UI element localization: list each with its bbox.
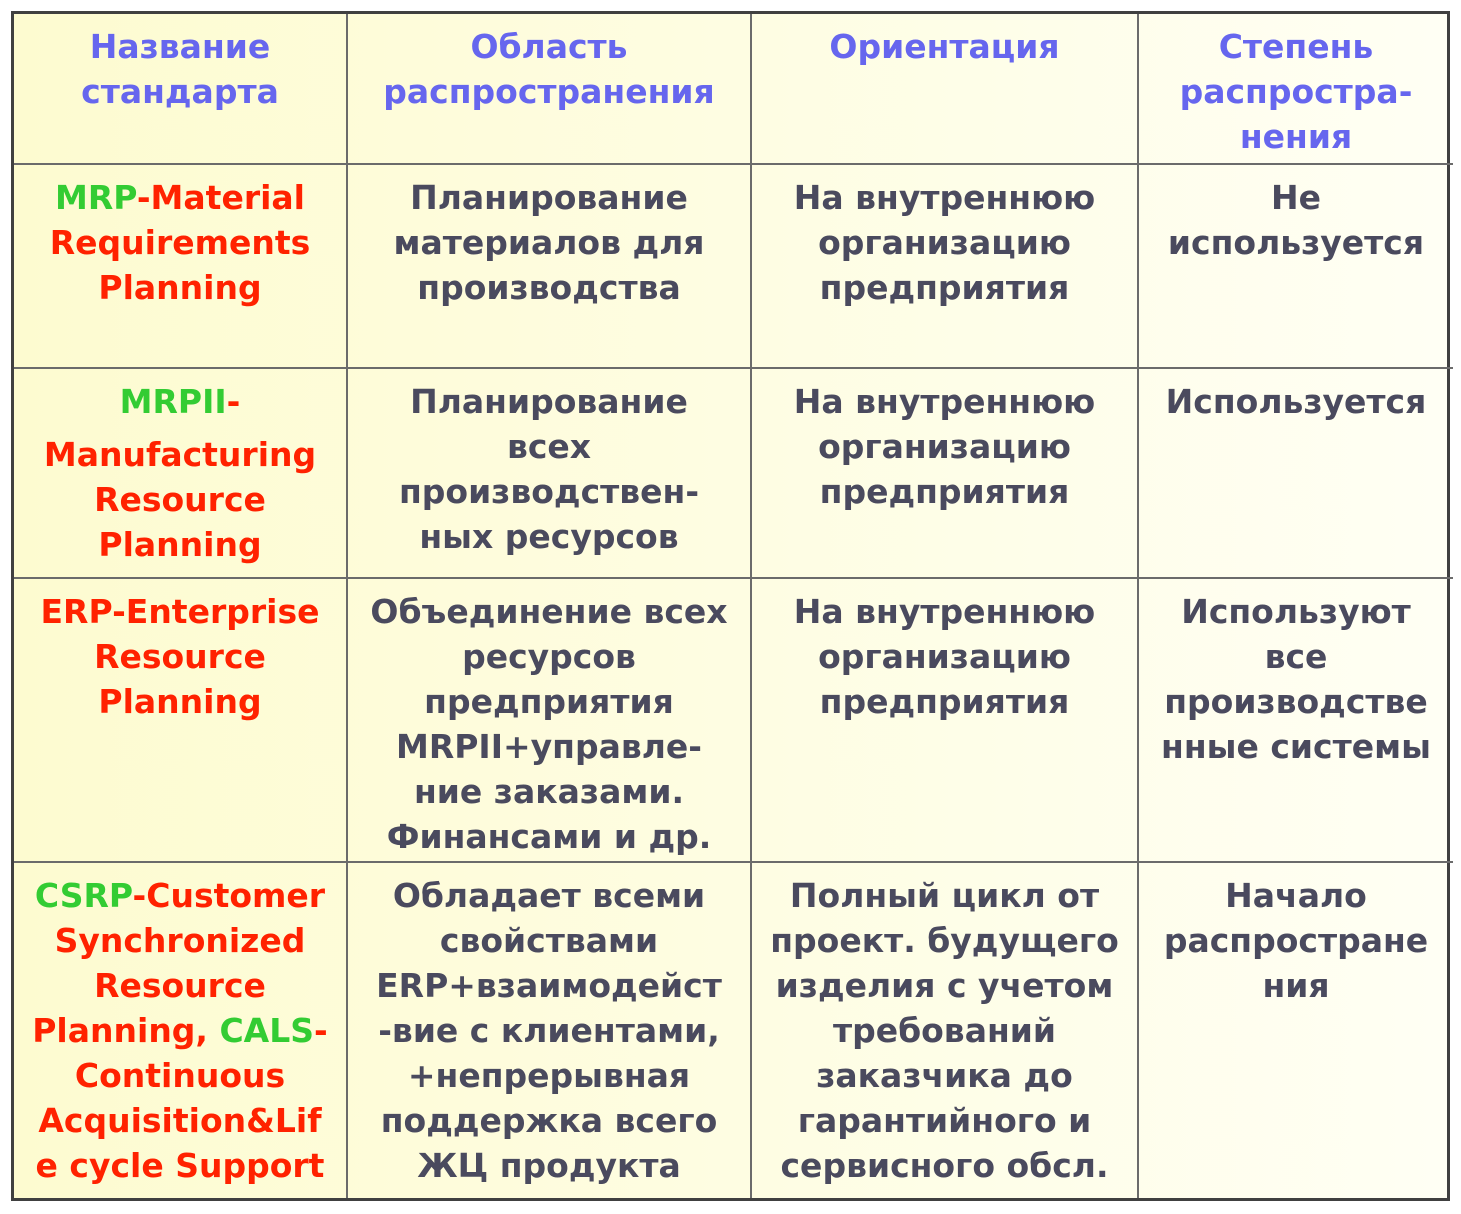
header-text: нения [1239,117,1353,156]
cell-text: Обладает всеми [392,876,706,915]
cell-text: проект. будущего [770,921,1119,960]
cell-text: На внутреннюю [793,382,1096,421]
cell-text: ных ресурсов [419,517,679,556]
orientation-cell [751,578,1138,862]
header-text: распространения [383,72,715,111]
standard-name-cell [14,164,347,368]
cell-text: ЖЦ продукта [417,1146,681,1185]
cell-text: свойствами [439,921,659,960]
cell-text: производстве [1164,682,1428,721]
header-text: стандарта [81,72,279,111]
cell-text: распростране [1163,921,1429,960]
cell-text: изделия с учетом [775,966,1114,1005]
cell-text: организацию [818,223,1071,262]
standard-name-text: Planning [98,682,262,721]
table-row [14,164,1453,368]
standard-name-text: - [314,1011,328,1050]
cell-text: гарантийного и [797,1101,1092,1140]
cell-text: Финансами и др. [386,817,712,856]
standard-name-text: -Material [136,178,305,217]
cell-text: предприятия [819,472,1070,511]
standard-name-text: ERP-Enterprise [40,592,320,631]
standard-name-text: Planning, [32,1011,220,1050]
cell-text: ния [1262,966,1330,1005]
scope-cell [347,862,751,1198]
standard-name-text: Resource [94,480,266,519]
header-text: Название [89,27,271,66]
cell-text: На внутреннюю [793,592,1096,631]
cell-text: всех [506,427,592,466]
header-row [14,14,1453,164]
usage-cell [1138,164,1453,368]
standard-name-cell [14,368,347,578]
header-text: Степень [1218,27,1374,66]
standard-acronym: CALS [219,1011,315,1050]
standard-name-text: Planning [98,525,262,564]
cell-text: Используют [1181,592,1411,631]
standard-name-text: e cycle Support [35,1146,325,1185]
cell-text: все [1264,637,1328,676]
cell-text: заказчика до [816,1056,1073,1095]
cell-text: организацию [818,427,1071,466]
cell-text: Начало [1225,876,1367,915]
orientation-cell [751,862,1138,1198]
cell-text: MRPII+управле- [396,727,702,766]
standards-table-grid [14,14,1453,1198]
cell-text: организацию [818,637,1071,676]
cell-text: предприятия [819,682,1070,721]
scope-cell [347,164,751,368]
standard-name-text: Planning [98,268,262,307]
standards-table [11,11,1450,1201]
cell-text: Планирование [410,178,688,217]
header-text: распростра- [1179,72,1413,111]
standard-name-text: - [226,382,241,421]
cell-text: Используется [1165,382,1427,421]
cell-text: предприятия [424,682,674,721]
usage-cell [1138,862,1453,1198]
cell-text: производства [417,268,681,307]
cell-text: ресурсов [462,637,636,676]
cell-text: нные системы [1161,727,1431,766]
cell-text: +непрерывная [407,1056,691,1095]
cell-text: Полный цикл от [789,876,1100,915]
standard-name-cell [14,862,347,1198]
usage-cell [1138,368,1453,578]
header-usage [1138,14,1453,164]
cell-text: На внутреннюю [793,178,1096,217]
standard-name-text: -Customer [132,876,326,915]
cell-text: производствен- [398,472,700,511]
cell-text: используется [1167,223,1425,262]
standard-acronym: CSRP [34,876,133,915]
standard-name-text: Continuous [74,1056,286,1095]
cell-text: Не [1271,178,1321,217]
cell-text: Объединение всех [370,592,728,631]
orientation-cell [751,164,1138,368]
usage-cell [1138,578,1453,862]
cell-text: ERP+взаимодейст [376,966,722,1005]
cell-text: требований [832,1011,1057,1050]
standard-name-text: Manufacturing [43,435,317,474]
header-orientation [751,14,1138,164]
header-text: Ориентация [829,27,1060,66]
standard-acronym: MRPII [119,382,227,421]
header-scope [347,14,751,164]
cell-text: Планирование [410,382,688,421]
cell-text: предприятия [819,268,1070,307]
cell-text: поддержка всего [380,1101,718,1140]
standard-name-text: Resource [94,966,266,1005]
standard-name-text: Acquisition&Lif [38,1101,322,1140]
scope-cell [347,368,751,578]
cell-text: сервисного обсл. [780,1146,1109,1185]
standard-name-text: Synchronized [54,921,306,960]
table-row [14,862,1453,1198]
cell-text: материалов для [393,223,705,262]
scope-cell [347,578,751,862]
header-standard-name [14,14,347,164]
orientation-cell [751,368,1138,578]
standard-acronym: MRP [55,178,137,217]
cell-text: -вие с клиентами, [378,1011,720,1050]
header-text: Область [470,27,628,66]
cell-text: ние заказами. [414,772,684,811]
table-row [14,368,1453,578]
standard-name-cell [14,578,347,862]
standard-name-text: Requirements [49,223,311,262]
table-row [14,578,1453,862]
standard-name-text: Resource [94,637,266,676]
